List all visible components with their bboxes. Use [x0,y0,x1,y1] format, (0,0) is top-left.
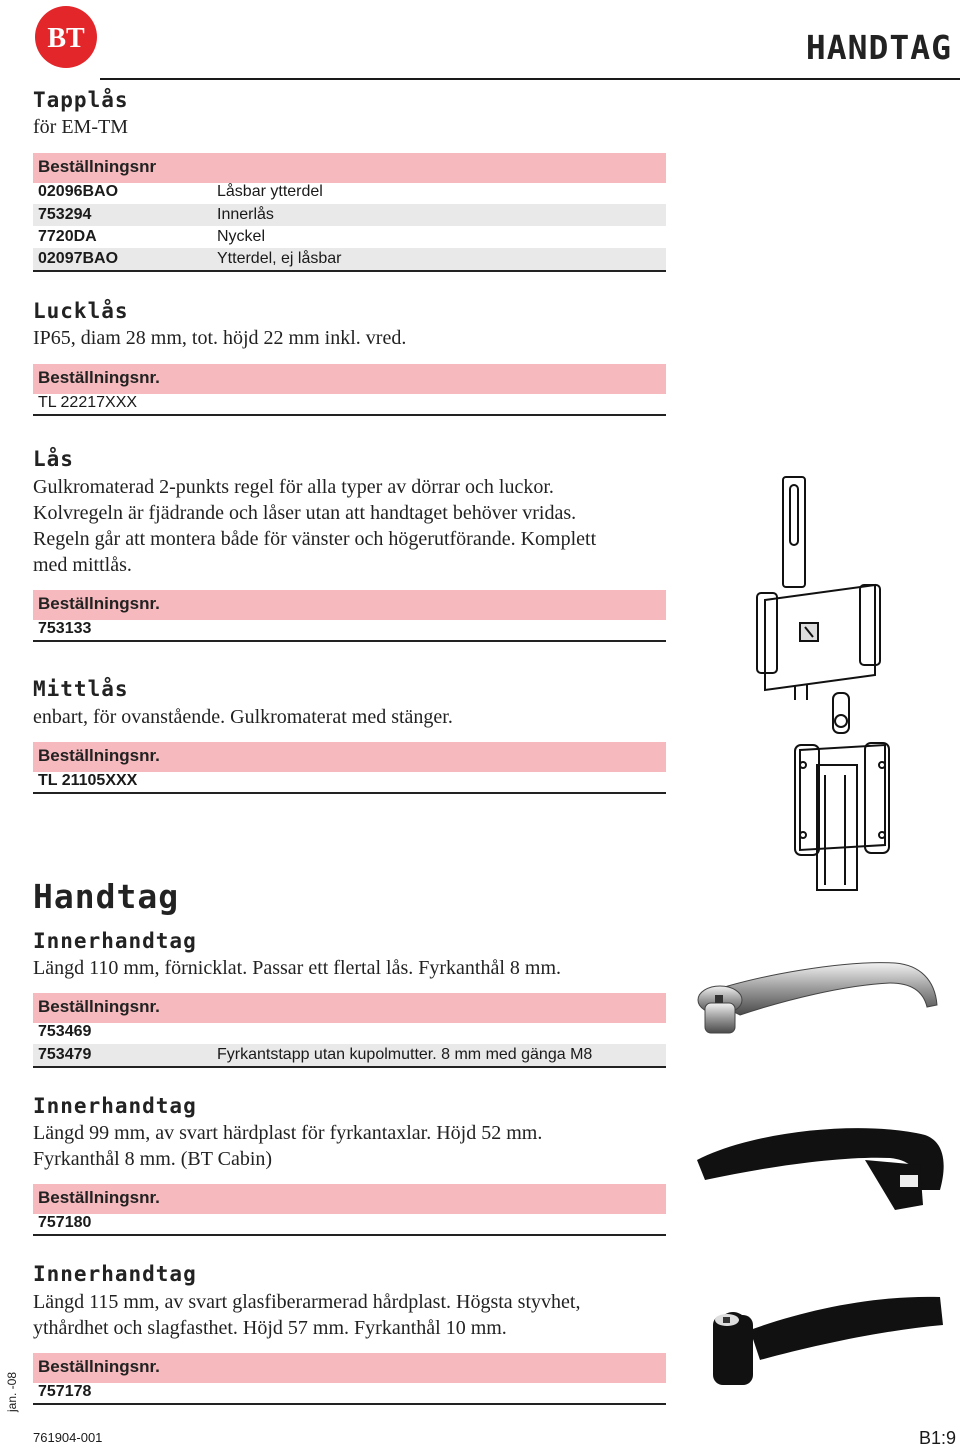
order-code: 02096BAO [38,183,119,200]
chrome-handle-illustration [695,955,945,1045]
order-header-label: Beställningsnr. [38,997,160,1016]
page-reference: B1:9 [918,1428,956,1448]
section-title-lucklas: Lucklås [33,299,129,323]
section-text-line: Längd 115 mm, av svart glasfiberarmerad hårdplast. Högsta styvhet, [33,1291,581,1313]
section-title-mittlas: Mittlås [33,677,129,701]
table-row [33,1381,666,1403]
table-end-rule [33,414,666,416]
table-end-rule [33,640,666,642]
order-code: 7720DA [38,228,97,245]
order-desc: Ytterdel, ej låsbar [217,250,342,267]
black-handle-illustration [695,1120,950,1220]
order-desc: Nyckel [217,228,266,245]
lock-illustration [755,475,910,895]
bt-logo [33,6,99,68]
table-row [33,181,666,203]
section-subtitle-tapplas: för EM-TM [33,116,128,138]
table-end-rule [33,1234,666,1236]
order-code: 753133 [38,620,92,637]
table-end-rule [33,1066,666,1068]
section-title-innerhandtag: Innerhandtag [33,1262,197,1286]
section-title-innerhandtag: Innerhandtag [33,929,197,953]
order-code: 753294 [38,206,92,223]
order-header-label: Beställningsnr. [38,1357,160,1376]
section-subtitle-mittlas: enbart, för ovanstående. Gulkromaterat med stänger. [33,706,453,728]
table-row [33,1212,666,1234]
section-text-line: Längd 99 mm, av svart härdplast för fyrkantaxlar. Höjd 52 mm. [33,1122,543,1144]
order-header [33,993,666,1023]
section-text-line: Gulkromaterad 2-punkts regel för alla typer av dörrar och luckor. [33,476,554,498]
section-title-las: Lås [33,447,74,471]
section-title-innerhandtag: Innerhandtag [33,1094,197,1118]
order-header [33,1184,666,1214]
section-subtitle-lucklas: IP65, diam 28 mm, tot. höjd 22 mm inkl. vred. [33,327,407,349]
table-row [33,392,666,414]
order-desc: Innerlås [217,206,274,223]
order-code: TL 21105XXX [38,772,138,789]
order-code: 753479 [38,1046,92,1063]
order-desc: Låsbar ytterdel [217,183,323,200]
document-code: 761904-001 [33,1430,103,1445]
order-header [33,153,666,183]
order-desc: Fyrkantstapp utan kupolmutter. 8 mm med gänga M8 [217,1046,593,1063]
section-text-line: Kolvregeln är fjädrande och låser utan att handtaget behöver vridas. [33,502,577,524]
table-row [33,204,666,226]
table-row [33,248,666,270]
side-date: jan. -08 [5,1371,20,1413]
table-end-rule [33,270,666,272]
section-subtitle-innerhandtag: Längd 110 mm, förnicklat. Passar ett flertal lås. Fyrkanthål 8 mm. [33,957,562,979]
section-text-line: ythårdhet och slagfasthet. Höjd 57 mm. Fyrkanthål 10 mm. [33,1317,507,1339]
table-row [33,618,666,640]
section-text-line: med mittlås. [33,554,132,576]
order-header-label: Beställningsnr [38,157,157,176]
section-text-line: Regeln går att montera både för vänster och högerutförande. Komplett [33,528,597,550]
table-row [33,226,666,248]
section-text-line: Fyrkanthål 8 mm. (BT Cabin) [33,1148,273,1170]
order-header [33,590,666,620]
table-row [33,770,666,792]
order-code: TL 22217XXX [38,394,138,411]
order-code: 757180 [38,1214,92,1231]
page-title: HANDTAG [805,28,952,67]
table-row [33,1021,666,1043]
header-rule [100,78,960,80]
order-header [33,364,666,394]
glassfiber-handle-illustration [705,1285,950,1395]
order-code: 753469 [38,1023,92,1040]
order-header-label: Beställningsnr. [38,594,160,613]
table-end-rule [33,792,666,794]
order-code: 02097BAO [38,250,119,267]
table-end-rule [33,1403,666,1405]
section-title-handtag: Handtag [33,877,180,916]
table-row [33,1044,666,1066]
order-header [33,742,666,772]
order-header-label: Beställningsnr. [38,746,160,765]
order-header-label: Beställningsnr. [38,368,160,387]
order-header [33,1353,666,1383]
logo-text: BT [47,23,85,54]
order-code: 757178 [38,1383,92,1400]
order-header-label: Beställningsnr. [38,1188,160,1207]
section-title-tapplas: Tapplås [33,88,129,112]
